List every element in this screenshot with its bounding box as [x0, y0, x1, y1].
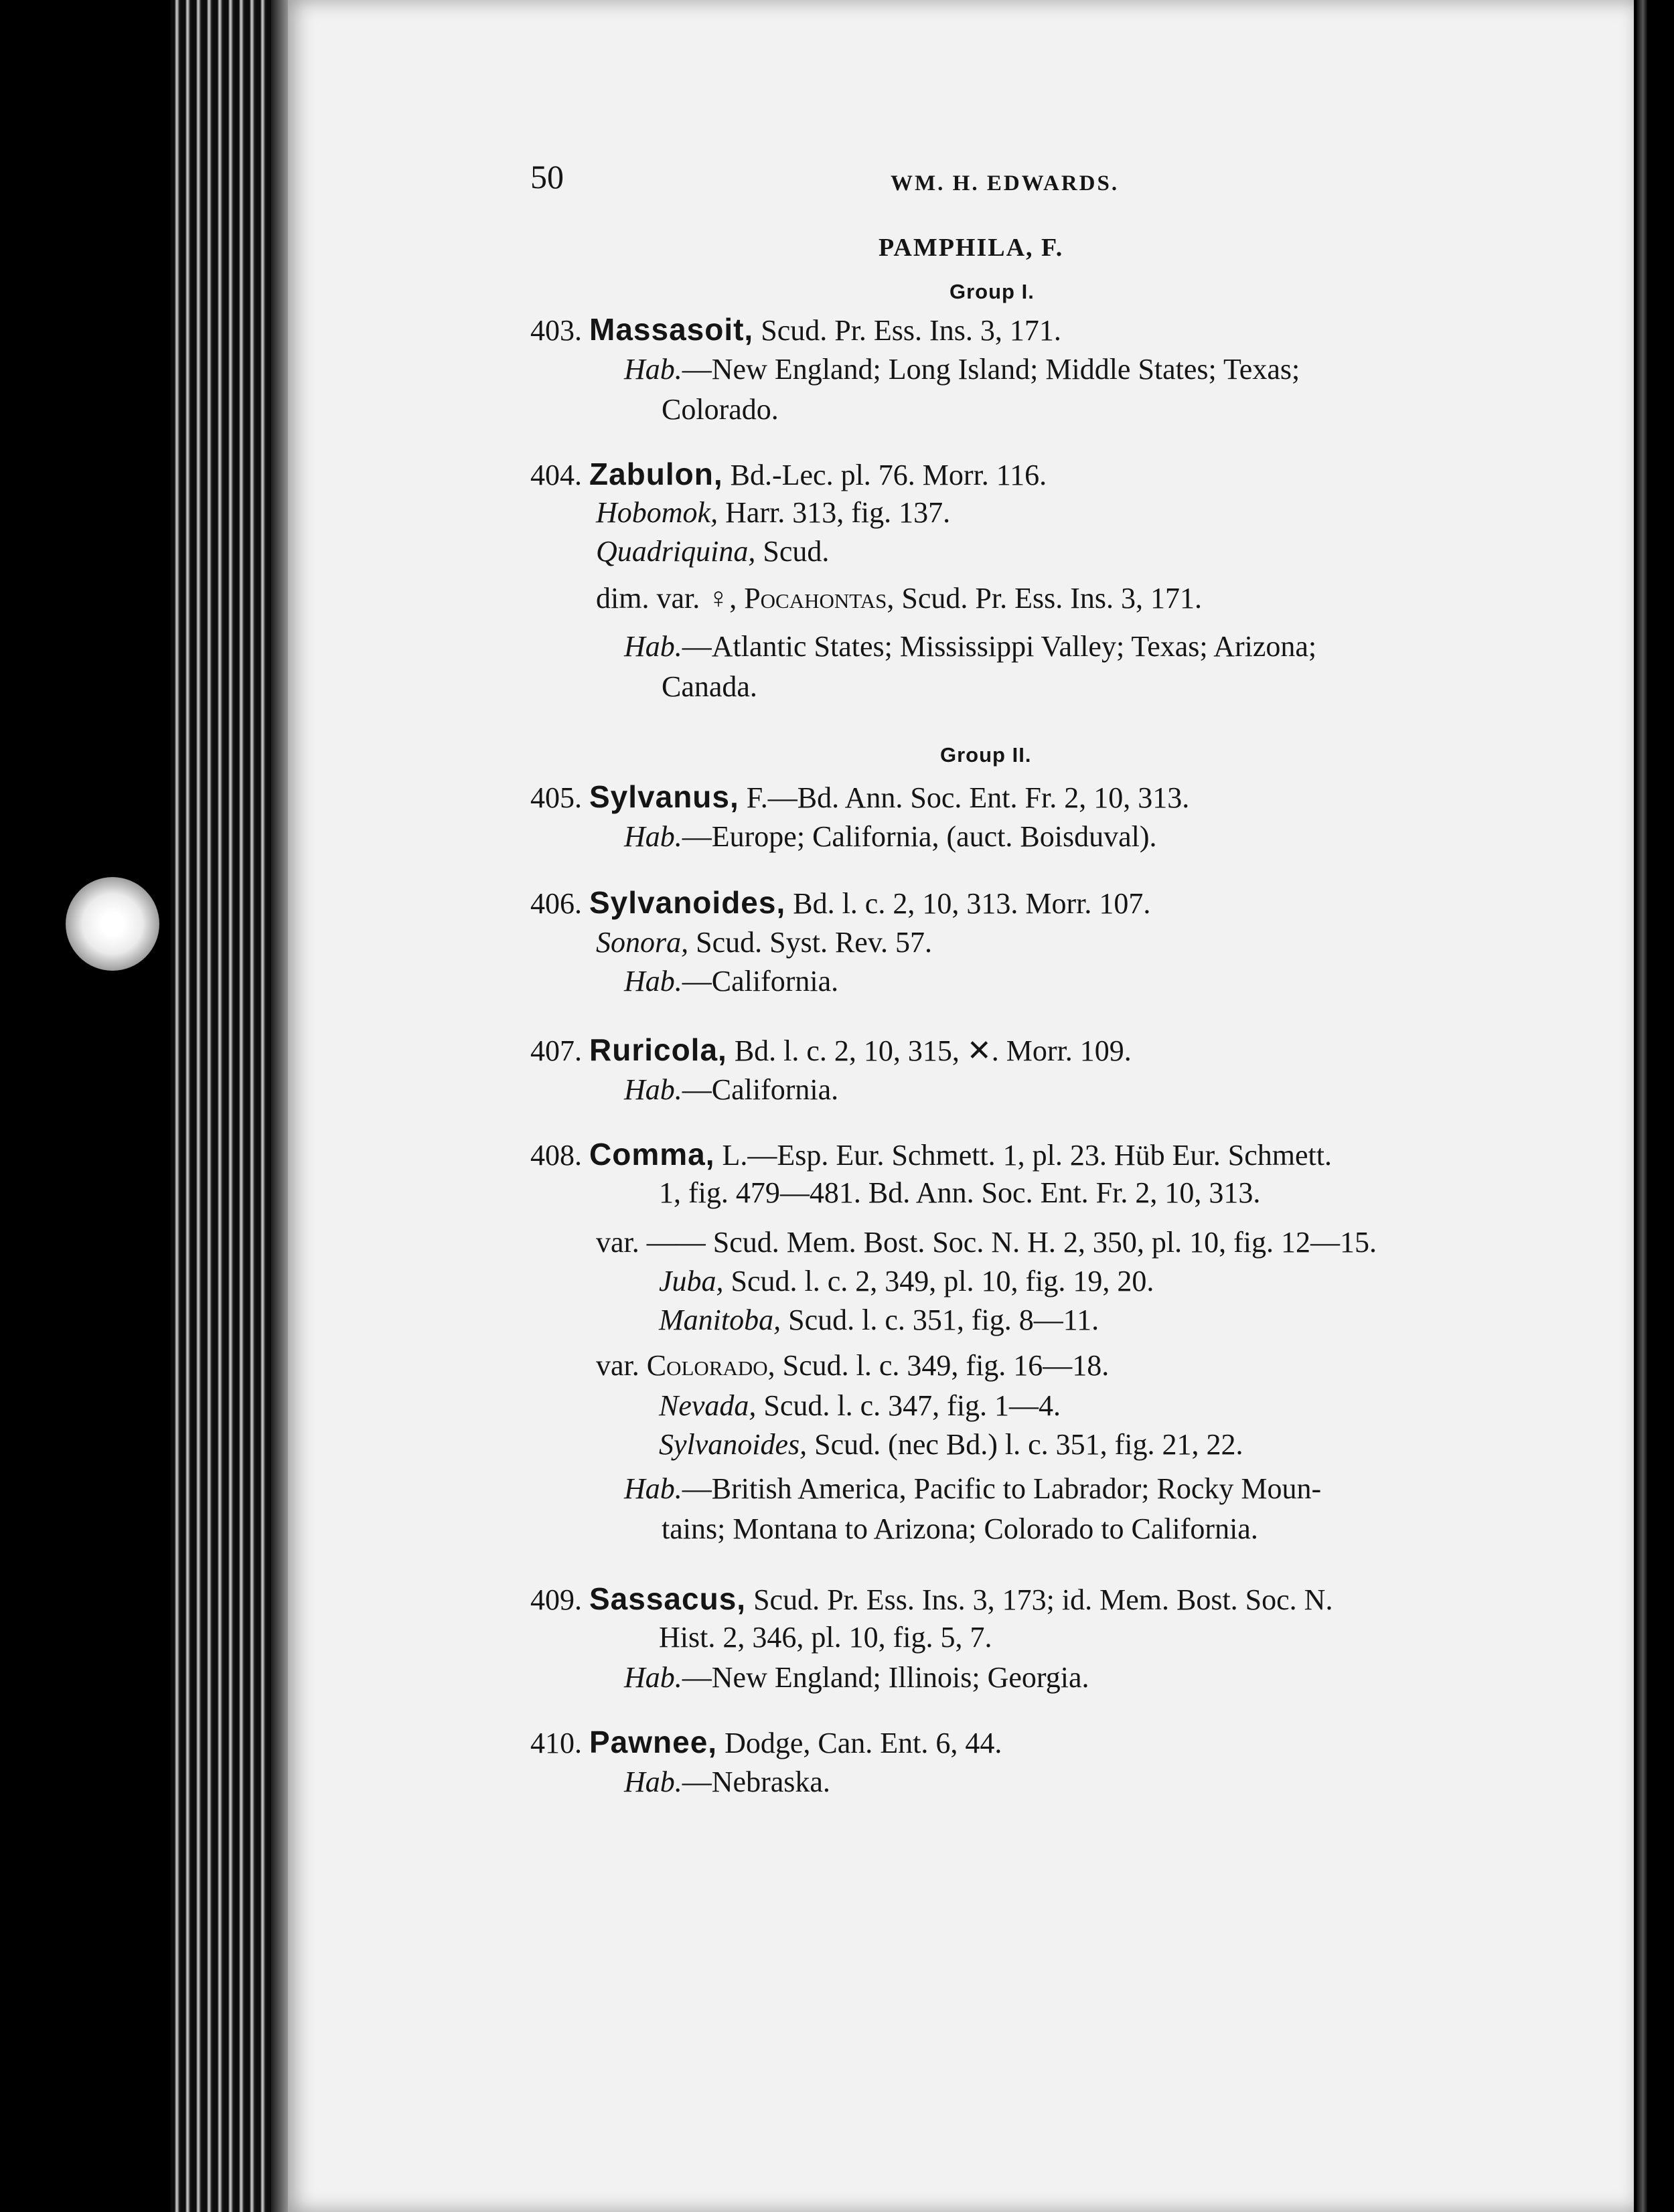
entry-line [530, 778, 1189, 817]
entry-number: 406. [530, 887, 582, 920]
citation: L.—Esp. Eur. Schmett. 1, pl. 23. Hüb Eur. Schmett. [722, 1139, 1332, 1172]
group-heading: Group I. [949, 280, 1035, 303]
citation: Bd.-Lec. pl. 76. Morr. 116. [730, 459, 1047, 491]
entry-number: 409. [530, 1583, 582, 1616]
variety-line: var. —— Scud. Mem. Bost. Soc. N. H. 2, 350, pl. 10, fig. 12—15. [596, 1226, 1377, 1259]
habitat-line: Hab.—New England; Illinois; Georgia. [624, 1661, 1089, 1694]
citation: Scud. Pr. Ess. Ins. 3, 171. [761, 314, 1061, 347]
variety-line: dim. var. ♀, Pocahontas, Scud. Pr. Ess. Ins. 3, 171. [596, 582, 1202, 615]
habitat-line: Hab.—Nebraska. [624, 1765, 830, 1798]
species-name: Ruricola, [589, 1032, 727, 1067]
species-name: Pawnee, [589, 1725, 718, 1759]
citation: Bd. l. c. 2, 10, 313. Morr. 107. [793, 887, 1151, 920]
continuation-line: 1, fig. 479—481. Bd. Ann. Soc. Ent. Fr. 2, 10, 313. [659, 1176, 1261, 1209]
entry-line [530, 1723, 1002, 1762]
paper-damage-spot [66, 877, 159, 971]
synonym-line: Sylvanoides, Scud. (nec Bd.) l. c. 351, fig. 21, 22. [659, 1428, 1243, 1461]
page-edges [171, 0, 285, 2212]
entry-line [530, 1135, 1332, 1174]
synonym-line: Sonora, Scud. Syst. Rev. 57. [596, 926, 932, 959]
habitat-line: Hab.—California. [624, 1073, 839, 1106]
synonym-line: Juba, Scud. l. c. 2, 349, pl. 10, fig. 19, 20. [659, 1265, 1154, 1297]
continuation-line: Colorado. [662, 393, 779, 426]
synonym-line: Quadriquina, Scud. [596, 535, 830, 568]
species-name: Massasoit, [589, 312, 754, 347]
entry-number: 407. [530, 1034, 582, 1067]
habitat-line: Hab.—Atlantic States; Mississippi Valley; Texas; Arizona; [624, 630, 1317, 663]
synonym-line: Manitoba, Scud. l. c. 351, fig. 8—11. [659, 1304, 1099, 1336]
citation: Dodge, Can. Ent. 6, 44. [725, 1727, 1002, 1759]
habitat-line: Hab.—Europe; California, (auct. Boisduval). [624, 820, 1157, 853]
species-name: Sassacus, [589, 1581, 747, 1616]
genus-heading: PAMPHILA, F. [879, 234, 1064, 262]
entry-line [530, 311, 1061, 349]
synonym-line: Hobomok, Harr. 313, fig. 137. [596, 496, 951, 529]
habitat-line: Hab.—British America, Pacific to Labrador; Rocky Moun- [624, 1472, 1322, 1505]
citation: Bd. l. c. 2, 10, 315, ✕. Morr. 109. [734, 1034, 1132, 1067]
entry-number: 408. [530, 1139, 582, 1172]
entry-line [530, 455, 1047, 494]
entry-number: 403. [530, 314, 582, 347]
species-name: Comma, [589, 1137, 715, 1172]
citation: F.—Bd. Ann. Soc. Ent. Fr. 2, 10, 313. [746, 781, 1190, 814]
entry-number: 404. [530, 459, 582, 491]
entry-line [530, 1580, 1333, 1619]
species-name: Sylvanoides, [589, 885, 786, 920]
species-name: Zabulon, [589, 457, 723, 491]
synonym-line: Nevada, Scud. l. c. 347, fig. 1—4. [659, 1389, 1061, 1422]
running-head: WM. H. EDWARDS. [891, 171, 1120, 195]
page-number: 50 [530, 158, 564, 195]
variety-line: var. Colorado, Scud. l. c. 349, fig. 16—18. [596, 1349, 1110, 1382]
entry-number: 405. [530, 781, 582, 814]
continuation-line: Hist. 2, 346, pl. 10, fig. 5, 7. [659, 1621, 992, 1654]
habitat-line: Hab.—New England; Long Island; Middle States; Texas; [624, 353, 1300, 386]
continuation-line: tains; Montana to Arizona; Colorado to California. [662, 1512, 1258, 1545]
entry-line [530, 1031, 1132, 1070]
citation: Scud. Pr. Ess. Ins. 3, 173; id. Mem. Bost. Soc. N. [753, 1583, 1333, 1616]
entry-number: 410. [530, 1727, 582, 1759]
habitat-line: Hab.—California. [624, 965, 839, 998]
species-name: Sylvanus, [589, 779, 739, 814]
next-page-edge [1637, 0, 1647, 2212]
continuation-line: Canada. [662, 670, 757, 703]
group-heading: Group II. [940, 743, 1032, 767]
entry-line [530, 884, 1150, 923]
